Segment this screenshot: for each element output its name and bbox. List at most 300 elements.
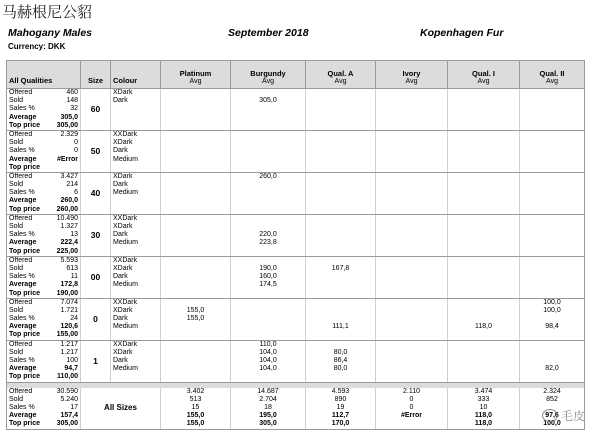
column-header-burgundy: Burgundy Avg bbox=[231, 61, 306, 89]
stat-label: Sold bbox=[9, 264, 24, 272]
colour-value: Dark bbox=[113, 231, 128, 239]
price-cell bbox=[231, 256, 306, 298]
price-cell bbox=[520, 89, 585, 131]
column-header-qual-a: Qual. A Avg bbox=[306, 61, 376, 89]
colour-cell bbox=[111, 89, 161, 131]
stat-label: Offered bbox=[9, 89, 33, 96]
stat-value: 10.490 bbox=[56, 214, 78, 222]
stat-value: 6 bbox=[74, 189, 78, 197]
stat-value: 222,4 bbox=[60, 239, 78, 247]
stat-value: 305,00 bbox=[56, 420, 78, 428]
stat-label: Offered bbox=[9, 214, 33, 222]
price-value bbox=[233, 223, 303, 231]
colour-value: Dark bbox=[113, 357, 128, 364]
colour-cell bbox=[111, 298, 161, 340]
stat-line bbox=[9, 231, 78, 239]
stat-line bbox=[9, 215, 78, 223]
totals-cell bbox=[376, 388, 448, 429]
totals-value: 0 bbox=[409, 403, 414, 411]
row-stats bbox=[7, 214, 81, 256]
report-period: September 2018 bbox=[228, 27, 309, 39]
stat-value: 2.329 bbox=[60, 130, 78, 138]
stat-label: Sold bbox=[9, 306, 24, 314]
colour-value: Dark bbox=[113, 273, 128, 281]
stat-label: Average bbox=[9, 365, 37, 373]
stat-value: 460 bbox=[66, 89, 78, 96]
price-value bbox=[308, 315, 373, 323]
currency-label: Currency: DKK bbox=[8, 42, 66, 51]
totals-value: 112,7 bbox=[331, 412, 350, 420]
stat-line bbox=[9, 257, 78, 265]
totals-value: 852 bbox=[546, 395, 558, 403]
stat-line bbox=[9, 105, 78, 113]
totals-value: 513 bbox=[189, 395, 202, 403]
price-value bbox=[308, 299, 373, 307]
all-sizes-label: All Sizes bbox=[81, 388, 161, 429]
price-cell bbox=[520, 340, 585, 382]
stat-value: 305,00 bbox=[56, 121, 78, 129]
price-value bbox=[522, 341, 582, 349]
stat-label: Average bbox=[9, 113, 37, 121]
stat-line bbox=[9, 89, 78, 97]
stat-label: Offered bbox=[9, 172, 33, 180]
stat-line bbox=[9, 206, 78, 214]
size-cell: 00 bbox=[81, 256, 111, 298]
stat-line bbox=[9, 189, 78, 197]
colour-value: XDark bbox=[113, 264, 133, 272]
price-value: 104,0 bbox=[259, 348, 277, 356]
colour-value: XXDark bbox=[113, 130, 138, 138]
stat-label: Sold bbox=[9, 348, 24, 356]
colour-cell bbox=[111, 256, 161, 298]
price-cell bbox=[376, 214, 448, 256]
totals-value: 3.402 bbox=[186, 387, 205, 395]
stat-value: 1.217 bbox=[60, 340, 78, 348]
stat-value: 5.593 bbox=[60, 256, 78, 264]
price-value: 111,1 bbox=[332, 323, 349, 331]
watermark bbox=[542, 407, 585, 424]
stat-line bbox=[9, 173, 78, 181]
stat-label: Average bbox=[9, 412, 37, 420]
totals-value: 4.593 bbox=[331, 387, 350, 395]
price-value: 110,0 bbox=[259, 340, 277, 348]
page-title: 马赫根尼公貂 bbox=[2, 4, 93, 21]
totals-row bbox=[7, 388, 585, 429]
stat-value: 0 bbox=[74, 139, 78, 147]
colour-value: XDark bbox=[113, 223, 133, 230]
stat-label: Top price bbox=[9, 420, 40, 428]
price-cell bbox=[376, 130, 448, 172]
price-cell bbox=[306, 172, 376, 214]
totals-cell bbox=[231, 388, 306, 429]
stat-label: Top price bbox=[9, 205, 40, 213]
stat-line bbox=[9, 323, 78, 331]
stat-value: 17 bbox=[70, 403, 78, 411]
colour-value: Dark bbox=[113, 147, 128, 155]
totals-value: 118,0 bbox=[474, 420, 493, 428]
price-cell bbox=[161, 89, 231, 131]
colour-value: XXDark bbox=[113, 256, 138, 264]
stat-value: 32 bbox=[70, 105, 78, 113]
stat-label: Average bbox=[9, 155, 37, 163]
row-stats bbox=[7, 298, 81, 340]
price-cell bbox=[376, 298, 448, 340]
stat-value: 1.721 bbox=[60, 306, 78, 314]
price-cell bbox=[231, 340, 306, 382]
stat-line bbox=[9, 315, 78, 323]
size-cell: 1 bbox=[81, 340, 111, 382]
stat-value: 120,6 bbox=[60, 323, 78, 331]
price-value: 190,0 bbox=[259, 264, 277, 272]
price-cell bbox=[448, 256, 520, 298]
price-cell bbox=[306, 340, 376, 382]
stat-value: 5.240 bbox=[60, 395, 78, 403]
watermark-text: 毛皮 bbox=[560, 409, 585, 423]
price-cell bbox=[448, 340, 520, 382]
stat-value: 30.590 bbox=[56, 387, 78, 395]
stat-line bbox=[9, 388, 78, 396]
stat-label: Offered bbox=[9, 256, 33, 264]
price-cell bbox=[231, 214, 306, 256]
stat-line bbox=[9, 290, 78, 298]
price-cell bbox=[520, 214, 585, 256]
stat-label: Sold bbox=[9, 139, 24, 147]
stat-line bbox=[9, 281, 78, 289]
totals-value: 97,6 bbox=[545, 412, 559, 420]
wechat-icon bbox=[542, 409, 558, 422]
stat-line bbox=[9, 373, 78, 381]
totals-value: 305,0 bbox=[259, 420, 277, 428]
stat-label: Top price bbox=[9, 331, 40, 339]
price-value: 305,0 bbox=[259, 97, 277, 105]
price-cell bbox=[161, 130, 231, 172]
price-value: 167,8 bbox=[331, 264, 350, 272]
colour-value: Medium bbox=[113, 155, 138, 163]
stat-value: 1.327 bbox=[60, 223, 78, 230]
colour-header: Colour bbox=[111, 61, 161, 89]
column-header-qual-i: Qual. I Avg bbox=[448, 61, 520, 89]
price-cell bbox=[161, 172, 231, 214]
price-value bbox=[450, 299, 517, 307]
size-cell: 0 bbox=[81, 298, 111, 340]
stat-line bbox=[9, 299, 78, 307]
colour-cell bbox=[111, 130, 161, 172]
stat-line bbox=[9, 197, 78, 205]
price-cell bbox=[306, 298, 376, 340]
size-header: Size bbox=[81, 61, 111, 89]
stat-label: Offered bbox=[9, 130, 33, 138]
price-cell bbox=[231, 298, 306, 340]
stat-label: Average bbox=[9, 239, 37, 247]
price-report-table bbox=[6, 60, 585, 430]
stat-value: 214 bbox=[66, 181, 78, 189]
stat-value: 3.427 bbox=[60, 172, 78, 180]
auction-house: Kopenhagen Fur bbox=[420, 27, 504, 39]
price-value: 220,0 bbox=[259, 231, 277, 239]
price-cell bbox=[520, 298, 585, 340]
price-cell bbox=[161, 298, 231, 340]
totals-value: 14.687 bbox=[257, 387, 279, 395]
stat-label: Sold bbox=[9, 97, 24, 105]
stat-value: 225,00 bbox=[56, 247, 78, 255]
price-value: 104,0 bbox=[259, 357, 277, 364]
column-header-qual-ii: Qual. II Avg bbox=[520, 61, 585, 89]
stat-line bbox=[9, 223, 78, 231]
totals-value: 170,0 bbox=[331, 420, 350, 428]
colour-value: XXDark bbox=[113, 340, 138, 348]
stat-label: Sales % bbox=[9, 357, 35, 364]
stat-line bbox=[9, 156, 78, 164]
stat-value: 305,0 bbox=[60, 113, 78, 121]
totals-value: 3.474 bbox=[474, 387, 493, 395]
price-value: 82,0 bbox=[545, 365, 559, 373]
stat-value: #Error bbox=[56, 155, 78, 163]
totals-value: 10 bbox=[479, 403, 488, 411]
price-value bbox=[233, 89, 303, 97]
stat-line bbox=[9, 164, 78, 172]
price-cell bbox=[520, 172, 585, 214]
price-value: 118,0 bbox=[475, 323, 492, 331]
price-value bbox=[233, 215, 303, 223]
stat-line bbox=[9, 341, 78, 349]
stat-label: Top price bbox=[9, 247, 40, 255]
stat-line bbox=[9, 412, 78, 420]
stat-value: 190,00 bbox=[56, 289, 78, 297]
price-value: 80,0 bbox=[333, 365, 348, 373]
column-header-ivory: Ivory Avg bbox=[376, 61, 448, 89]
price-value bbox=[450, 315, 517, 323]
price-value: 160,0 bbox=[259, 273, 277, 281]
stat-label: Average bbox=[9, 197, 37, 205]
stat-value: 1.217 bbox=[60, 348, 78, 356]
price-value bbox=[308, 307, 373, 315]
price-cell bbox=[448, 214, 520, 256]
totals-value: 2.704 bbox=[259, 395, 277, 403]
totals-cell bbox=[448, 388, 520, 429]
stat-label: Sales % bbox=[9, 147, 35, 155]
stat-line bbox=[9, 239, 78, 247]
stat-label: Offered bbox=[9, 340, 33, 348]
colour-value: Dark bbox=[113, 181, 128, 189]
table-row bbox=[7, 298, 585, 340]
table-row bbox=[7, 256, 585, 298]
stat-value: 260,00 bbox=[56, 205, 78, 213]
price-cell bbox=[161, 340, 231, 382]
stat-label: Average bbox=[9, 323, 37, 331]
stat-value: 157,4 bbox=[60, 412, 78, 420]
colour-value: Medium bbox=[113, 239, 138, 247]
totals-stats bbox=[7, 388, 81, 429]
colour-value: Dark bbox=[113, 97, 128, 105]
price-cell bbox=[376, 340, 448, 382]
stat-value: 0 bbox=[74, 147, 78, 155]
stat-label: Sold bbox=[9, 181, 24, 189]
stat-label: Sales % bbox=[9, 189, 35, 197]
stat-line bbox=[9, 273, 78, 281]
price-value bbox=[450, 307, 517, 315]
colour-value: XXDark bbox=[113, 298, 138, 306]
table-row bbox=[7, 172, 585, 214]
size-cell: 50 bbox=[81, 130, 111, 172]
colour-value: Dark bbox=[113, 315, 128, 323]
price-value bbox=[308, 341, 373, 349]
row-stats bbox=[7, 340, 81, 382]
row-stats bbox=[7, 89, 81, 131]
stat-line bbox=[9, 122, 78, 130]
price-value bbox=[522, 349, 582, 357]
totals-value: 155,0 bbox=[186, 412, 205, 420]
stat-label: Average bbox=[9, 281, 37, 289]
stat-line bbox=[9, 420, 78, 428]
stat-label: Sales % bbox=[9, 231, 35, 239]
stat-label: Sales % bbox=[9, 273, 35, 281]
colour-cell bbox=[111, 172, 161, 214]
totals-value: 18 bbox=[264, 403, 272, 411]
totals-value: 195,0 bbox=[259, 412, 277, 420]
stat-value: 11 bbox=[70, 273, 78, 281]
stat-line bbox=[9, 349, 78, 357]
stat-value: 148 bbox=[66, 97, 78, 105]
stat-line bbox=[9, 181, 78, 189]
stat-line bbox=[9, 147, 78, 155]
row-stats bbox=[7, 172, 81, 214]
totals-value: 2.324 bbox=[543, 387, 561, 395]
row-stats bbox=[7, 256, 81, 298]
stat-label: Sold bbox=[9, 395, 24, 403]
price-cell bbox=[306, 214, 376, 256]
size-cell: 60 bbox=[81, 89, 111, 131]
price-value: 174,5 bbox=[259, 281, 277, 289]
stat-line bbox=[9, 248, 78, 256]
price-cell bbox=[161, 214, 231, 256]
stat-value: 24 bbox=[70, 315, 78, 323]
stat-line bbox=[9, 331, 78, 339]
price-cell bbox=[448, 298, 520, 340]
stat-value: 13 bbox=[70, 231, 78, 239]
table-row bbox=[7, 214, 585, 256]
price-cell bbox=[448, 172, 520, 214]
all-qualities-header: All Qualities bbox=[7, 61, 81, 89]
size-cell: 40 bbox=[81, 172, 111, 214]
price-cell bbox=[376, 256, 448, 298]
colour-value: Medium bbox=[113, 281, 138, 289]
stat-label: Sales % bbox=[9, 403, 35, 411]
stat-label: Offered bbox=[9, 387, 33, 395]
price-value: 86,4 bbox=[333, 357, 348, 364]
price-cell bbox=[306, 256, 376, 298]
price-value: 260,0 bbox=[259, 172, 277, 180]
price-cell bbox=[448, 89, 520, 131]
totals-value: 118,0 bbox=[474, 412, 493, 420]
colour-value: XXDark bbox=[113, 214, 138, 222]
stat-label: Top price bbox=[9, 163, 40, 171]
price-cell bbox=[448, 130, 520, 172]
stat-label: Offered bbox=[9, 298, 33, 306]
price-value bbox=[308, 257, 373, 265]
stat-line bbox=[9, 404, 78, 412]
colour-value: Medium bbox=[113, 365, 138, 373]
table-row bbox=[7, 340, 585, 382]
price-value: 223,8 bbox=[259, 239, 277, 247]
price-cell bbox=[231, 172, 306, 214]
table-row bbox=[7, 89, 585, 131]
price-cell bbox=[306, 130, 376, 172]
price-cell bbox=[376, 89, 448, 131]
stat-label: Top price bbox=[9, 121, 40, 129]
totals-value: 19 bbox=[336, 403, 345, 411]
colour-cell bbox=[111, 214, 161, 256]
stat-value: 613 bbox=[66, 264, 78, 272]
totals-value: 890 bbox=[334, 395, 347, 403]
colour-value: XDark bbox=[113, 139, 133, 147]
stat-line bbox=[9, 139, 78, 147]
stat-value: 172,8 bbox=[60, 281, 78, 289]
stat-line bbox=[9, 357, 78, 365]
price-value: 80,0 bbox=[333, 348, 348, 356]
stat-label: Top price bbox=[9, 289, 40, 297]
price-value bbox=[522, 315, 582, 323]
totals-value: 0 bbox=[409, 395, 414, 403]
stat-label: Top price bbox=[9, 373, 40, 381]
totals-value bbox=[378, 420, 445, 428]
stat-line bbox=[9, 365, 78, 373]
price-value: 100,0 bbox=[543, 298, 561, 306]
price-value bbox=[522, 357, 582, 365]
size-cell: 30 bbox=[81, 214, 111, 256]
colour-value: Medium bbox=[113, 189, 138, 197]
price-value: 98,4 bbox=[545, 323, 559, 331]
colour-value: Medium bbox=[113, 323, 138, 331]
stat-value: 100 bbox=[66, 357, 78, 364]
price-value: 100,0 bbox=[543, 306, 561, 314]
stat-line bbox=[9, 114, 78, 122]
price-value bbox=[233, 257, 303, 265]
price-value: 155,0 bbox=[186, 315, 205, 323]
colour-value: XDark bbox=[113, 89, 133, 96]
stat-value: 7.074 bbox=[60, 298, 78, 306]
price-cell bbox=[306, 89, 376, 131]
stat-label: Sales % bbox=[9, 315, 35, 323]
totals-value: #Error bbox=[400, 412, 422, 420]
price-cell bbox=[376, 172, 448, 214]
stat-value: 94,7 bbox=[64, 365, 78, 373]
price-value: 104,0 bbox=[259, 365, 277, 373]
totals-cell bbox=[306, 388, 376, 429]
price-value: 155,0 bbox=[186, 306, 205, 314]
stat-value: 155,00 bbox=[56, 331, 78, 339]
stat-line bbox=[9, 396, 78, 404]
stat-value: 260,0 bbox=[60, 197, 78, 205]
price-cell bbox=[161, 256, 231, 298]
totals-value: 15 bbox=[191, 403, 200, 411]
table-row bbox=[7, 130, 585, 172]
stat-line bbox=[9, 131, 78, 139]
totals-value: 333 bbox=[477, 395, 490, 403]
colour-value: XDark bbox=[113, 348, 133, 356]
totals-value: 155,0 bbox=[186, 420, 205, 428]
totals-value: 100,0 bbox=[543, 420, 561, 428]
price-cell bbox=[231, 130, 306, 172]
column-header-platinum: Platinum Avg bbox=[161, 61, 231, 89]
colour-value: XDark bbox=[113, 172, 133, 180]
totals-cell bbox=[161, 388, 231, 429]
price-value bbox=[163, 299, 228, 307]
stat-label: Sold bbox=[9, 223, 24, 230]
price-cell bbox=[520, 130, 585, 172]
stat-line bbox=[9, 265, 78, 273]
row-stats bbox=[7, 130, 81, 172]
stat-line bbox=[9, 97, 78, 105]
